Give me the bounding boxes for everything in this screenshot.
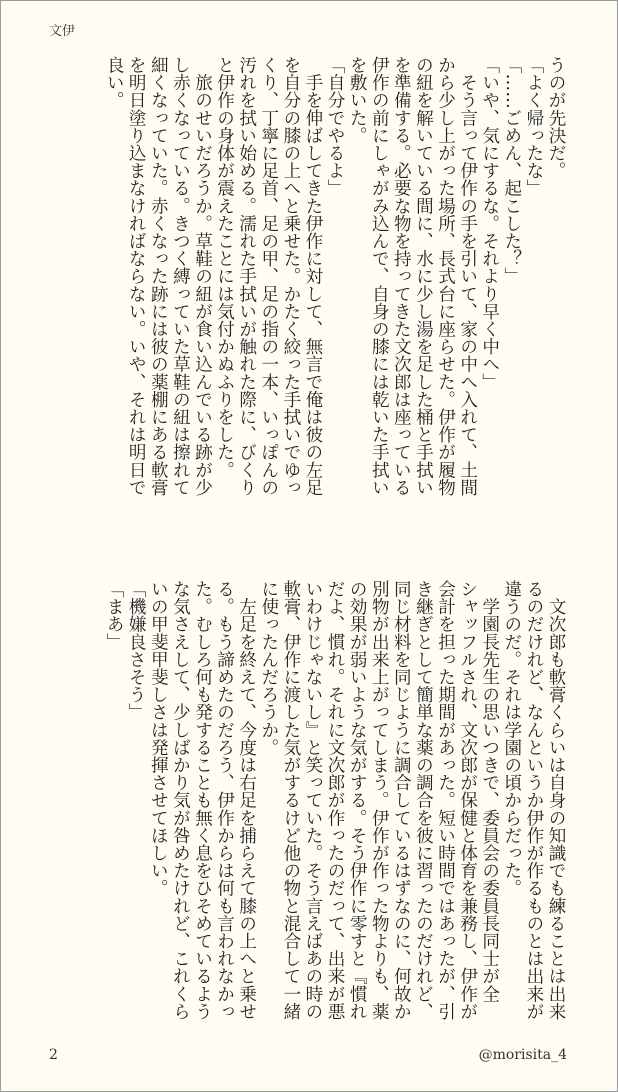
text-line: 「……ごめん、起こした？」	[501, 56, 522, 285]
text-line: を自分の膝の上へと乗せた。かたく絞った手拭いでゆっ	[280, 56, 301, 496]
text-line: うのが先決だ。	[546, 56, 566, 180]
text-line: し赤くなっている。きつく縛っていた草鞋の紐は擦れて	[170, 56, 191, 496]
text-line: そう言って伊作の手を引いて、家の中へ入れて、土間	[457, 56, 478, 496]
text-line: を明日塗り込まなければならない。いや、それは明日で	[126, 56, 147, 496]
text-line: の効果が弱いような気がする。そう伊作に零すと『慣れ	[347, 580, 368, 1020]
text-line: を敷いた。	[347, 56, 368, 144]
text-line: 同じ材料を同じように調合しているはずなのに、何故か	[391, 580, 412, 1020]
text-line: 文次郎も軟膏くらいは自身の知識でも練ることは出来	[546, 580, 566, 1020]
text-line: から少し上がった場所、長式台に座らせた。伊作が履物	[435, 56, 456, 496]
text-line: な気さえして、少しばかり気が咎めたけれど、これくら	[170, 580, 191, 1020]
text-line: 違うのだ。それは学園の頃からだった。	[501, 580, 522, 897]
text-line: 「自分でやるよ」	[325, 56, 346, 197]
text-line: き継ぎとして簡単な薬の調合を彼に習ったのだけれど、	[413, 580, 434, 1020]
text-line: 左足を終えて、今度は右足を捕らえて膝の上へと乗せ	[236, 580, 257, 1020]
page-header-title: 文伊	[49, 24, 76, 39]
text-line: の紐を解いている間に、水に少し湯を足した桶と手拭い	[413, 56, 434, 496]
text-block-bottom	[103, 580, 567, 1050]
text-line: 汚れを拭い始める。濡れた手拭いが触れた際に、びくり	[236, 56, 257, 496]
text-line: シャッフルされ、文次郎が保健と体育を兼務し、伊作が	[457, 580, 478, 1020]
text-line: 「いや、気にするな。それより早く中へ」	[479, 56, 500, 391]
text-line: 会計を担った期間があった。短い時間ではあったが、引	[435, 580, 456, 1020]
text-line: 良い。	[104, 56, 125, 109]
page-number: 2	[49, 1047, 58, 1063]
text-line: いわけじゃないし』と笑っていた。そう言えばあの時の	[302, 580, 323, 1020]
text-line: と伊作の身体が震えたことには気付かぬふりをした。	[214, 56, 235, 479]
text-line: だよ、慣れ。それに文次郎が作ったのだって、出来が悪	[325, 580, 346, 1020]
author-handle: @morisita_4	[478, 1047, 567, 1063]
text-line: 細くなっていた。赤くなった跡には彼の薬棚にある軟膏	[148, 56, 169, 496]
text-line: いの甲斐甲斐しさは発揮させてほしい。	[148, 580, 169, 897]
text-line: 軟膏、伊作に渡した気がするけど他の物と混合して一緒	[280, 580, 301, 1020]
text-line: 旅のせいだろうか。草鞋の紐が食い込んでいる跡が少	[192, 56, 213, 496]
text-block-top	[103, 56, 567, 526]
text-line: るのだけれど、なんというか伊作が作るものとは出来が	[523, 580, 544, 1020]
text-line: 「機嫌良さそう」	[126, 580, 147, 721]
text-line: 伊作の前にしゃがみ込んで、自身の膝には乾いた手拭い	[369, 56, 390, 496]
text-line: くり、丁寧に足首、足の甲、足の指の一本、いっぽんの	[258, 56, 279, 496]
text-line: 「まあ」	[104, 580, 125, 651]
text-line: を準備する。必要な物を持ってきた文次郎は座っている	[391, 56, 412, 496]
text-line: 「よく帰ったな」	[523, 56, 544, 197]
text-line: る。もう諦めたのだろう、伊作からは何も言われなかっ	[214, 580, 235, 1020]
text-line: た。むしろ何も発することも無く息をひそめているよう	[192, 580, 213, 1020]
text-line: に使ったんだろうか。	[258, 580, 279, 756]
text-line: 別物が出来上がってしまう。伊作が作った物よりも、薬	[369, 580, 390, 1020]
text-line: 手を伸ばしてきた伊作に対して、無言で俺は彼の左足	[302, 56, 323, 496]
text-line: 学園長先生の思いつきで、委員会の委員長同士が全	[479, 580, 500, 1003]
